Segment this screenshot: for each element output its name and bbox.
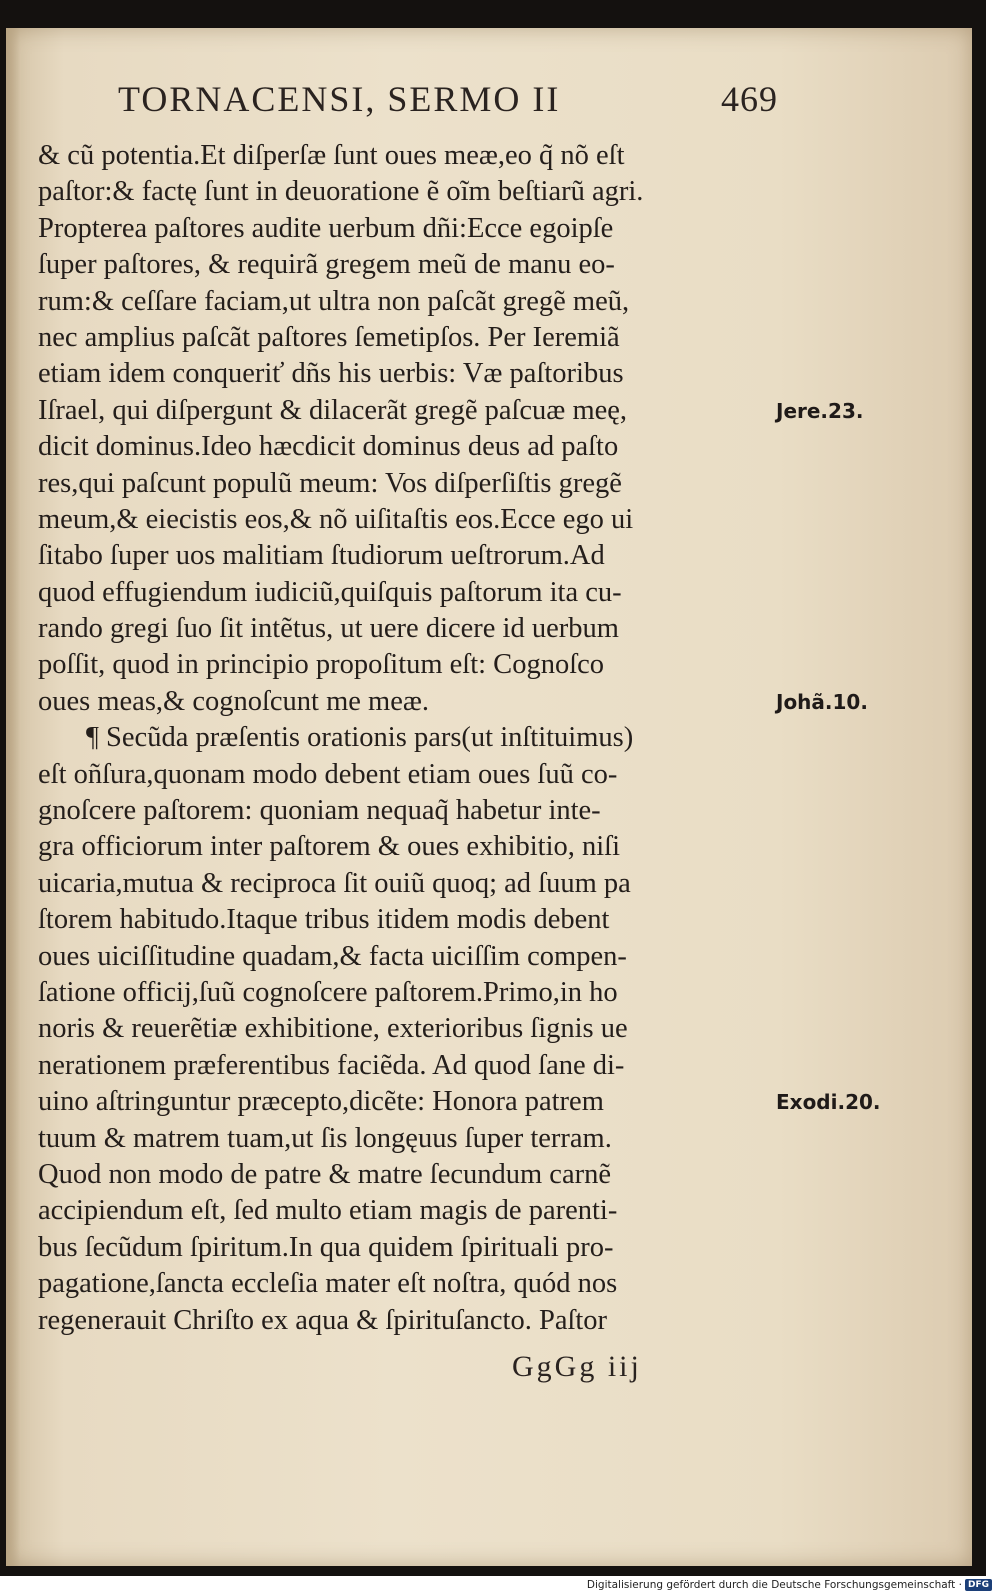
text-line: rum:& ceſſare faciam,ut ultra non paſcãt gregẽ meũ, [38, 285, 630, 317]
text-line: pagatione,ſancta eccleſia mater eſt noſtra, quód nos [38, 1268, 618, 1300]
text-line: ſatione officij,ſuũ cognoſcere paſtorem.Primo,in ho [38, 976, 618, 1008]
text-line: paſtor:& factę ſunt in deuoratione ẽ oĩm beſtiarũ agri. [38, 176, 644, 208]
page-number: 469 [721, 79, 778, 119]
text-line: Iſrael, qui diſpergunt & dilacerãt gregẽ paſcuæ meę, [38, 394, 628, 426]
text-line: poſſit, quod in principio propoſitum eſt: Cognoſco [38, 649, 605, 681]
text-line: quod effugiendum iudiciũ,quiſquis paſtorum ita cu- [38, 576, 622, 608]
text-line: etiam idem conqueriť dñs his uerbis: Væ paſtoribus [38, 358, 624, 390]
text-line: res,qui paſcunt populũ meum: Vos diſperſiſtis gregẽ [38, 467, 622, 499]
text-line: gra officiorum inter paſtorem & oues exhibitio, niſi [38, 831, 621, 863]
signature-mark: GgGg iij [512, 1350, 642, 1383]
text-line: uino aſtringuntur præcepto,dicẽte: Honora patrem [38, 1086, 604, 1118]
text-line: oues uiciſſitudine quadam,& facta uiciſſim compen- [38, 940, 627, 972]
text-line: Propterea paſtores audite uerbum dñi:Ecce egoipſe [38, 212, 614, 244]
text-line: meum,& eiecistis eos,& nõ uiſitaſtis eos.Ecce ego ui [38, 503, 634, 535]
text-line: nec amplius paſcãt paſtores ſemetipſos. Per Ieremiã [38, 321, 620, 353]
text-line: & cũ potentia.Et diſperſæ ſunt oues meæ,eo q̃ nõ eſt [38, 140, 625, 171]
digitization-footer [587, 1578, 992, 1592]
text-line: ſitabo ſuper uos malitiam ſtudiorum ueſtrorum.Ad [38, 540, 605, 572]
marginal-note: Jere.23. [776, 398, 864, 423]
text-line: gnoſcere paſtorem: quoniam nequaq̃ habetur inte- [38, 795, 601, 827]
running-head [118, 78, 778, 120]
text-line: oues meas,& cognoſcunt me meæ. [38, 685, 429, 717]
text-line: accipiendum eſt, ſed multo etiam magis de parenti- [38, 1195, 618, 1227]
text-line: noris & reuerẽtiæ exhibitione, exterioribus ſignis ue [38, 1013, 628, 1045]
text-line: uicaria,mutua & reciproca ſit ouiũ quoq; ad ſuum pa [38, 867, 631, 899]
text-line: nerationem præferentibus faciẽda. Ad quod ſane di- [38, 1049, 625, 1081]
text-line: tuum & matrem tuam,ut ſis longęuus ſuper terram. [38, 1122, 612, 1154]
text-line: rando gregi ſuo ſit intẽtus, ut uere dicere id uerbum [38, 613, 619, 645]
text-line: ¶ Secũda præſentis orationis pars(ut inſtituimus) [86, 722, 634, 754]
text-line: ſuper paſtores, & requirã gregem meũ de manu eo- [38, 249, 615, 281]
page-gutter-shadow [6, 28, 20, 1566]
footer-credit: Digitalisierung gefördert durch die Deutsche Forschungsgemeinschaft · [586, 1579, 962, 1591]
marginal-note: Johã.10. [776, 690, 868, 714]
marginal-note: Exodi.20. [776, 1090, 881, 1115]
text-line: ſtorem habitudo.Itaque tribus itidem modis debent [38, 904, 610, 936]
text-line: bus ſecũdum ſpiritum.In qua quidem ſpirituali pro- [38, 1231, 614, 1263]
dfg-logo: DFG [965, 1579, 992, 1591]
body-text [38, 138, 778, 1339]
text-line: dicit dominus.Ideo hæcdicit dominus deus ad paſto [38, 431, 619, 463]
text-line: eſt oñſura,quonam modo debent etiam oues ſuũ co- [38, 758, 618, 790]
text-line: regenerauit Chriſto ex aqua & ſpirituſancto. Paſtor [38, 1304, 608, 1336]
running-head-title: TORNACENSI, SERMO II [118, 79, 561, 119]
text-line: Quod non modo de patre & matre ſecundum carnẽ [38, 1158, 611, 1190]
